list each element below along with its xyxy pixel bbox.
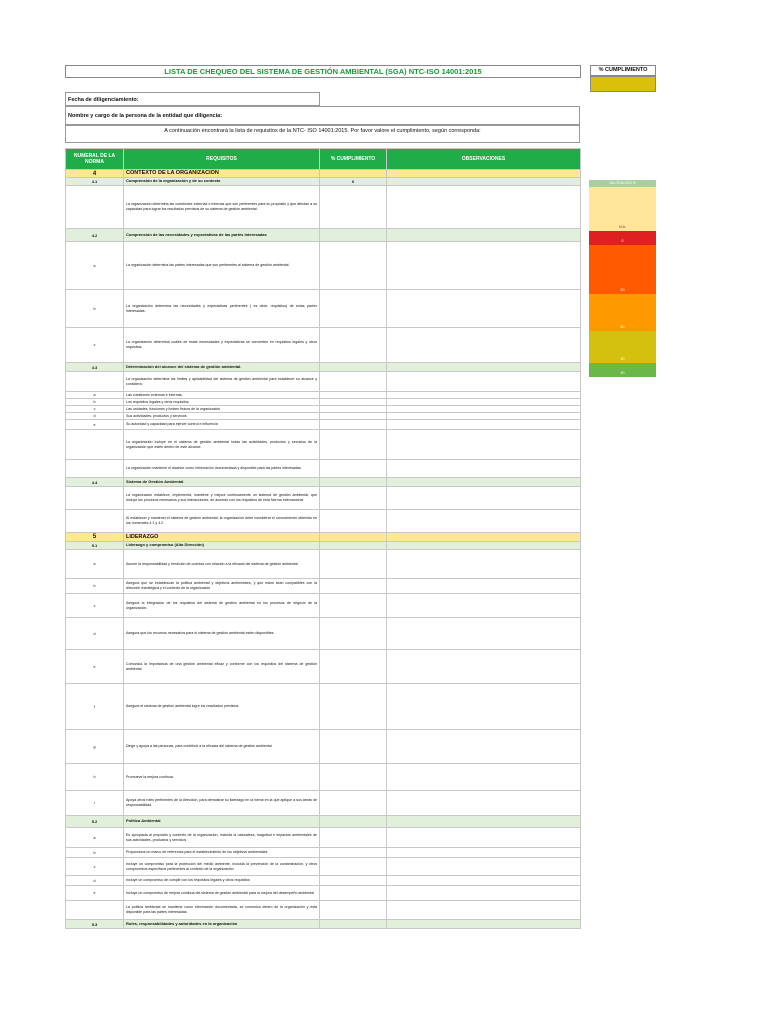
requisito-cell: Promueve la mejora continua. — [124, 764, 320, 791]
col-observaciones: OBSERVACIONES — [387, 149, 581, 170]
observaciones-cell[interactable] — [387, 764, 581, 791]
requisito-cell: La organización determina las necesidades y expectativas pertinentes ( es decir, requisitos) de estas partes interesadas. — [124, 290, 320, 328]
observaciones-cell[interactable] — [387, 242, 581, 290]
numeral-cell: 5.2 — [66, 816, 124, 828]
table-row — [66, 372, 581, 392]
numeral-cell: b — [66, 399, 124, 406]
requisito-cell: La organización establece, implementa, mantiene y mejora continuamente un sistema de gestión ambiental, que incluye los procesos necesarios y sus interacciones, de acuerdo con los requisitos de esta Norma Internacional. — [124, 487, 320, 510]
persona-label: Nombre y cargo de la persona de la entidad que diligencia: — [65, 106, 580, 125]
subsection-row — [66, 178, 581, 186]
requisito-cell: Comprensión de la organización y de su contexto — [124, 178, 320, 186]
table-row — [66, 328, 581, 363]
numeral-cell: 4.4 — [66, 478, 124, 487]
table-row — [66, 460, 581, 478]
requirements-table — [65, 148, 581, 929]
cumplimiento-cell[interactable] — [320, 858, 387, 876]
legend-header: VALORACIÓN % — [589, 180, 656, 187]
numeral-cell: b — [66, 848, 124, 858]
requisito-cell: LIDERAZGO — [124, 533, 320, 542]
table-row — [66, 392, 581, 399]
table-row — [66, 886, 581, 901]
table-row — [66, 858, 581, 876]
table-row — [66, 550, 581, 579]
observaciones-cell[interactable] — [387, 550, 581, 579]
pct-cumplimiento-header: % CUMPLIMIENTO — [590, 65, 656, 76]
observaciones-cell[interactable] — [387, 328, 581, 363]
numeral-cell — [66, 460, 124, 478]
requisito-cell: Al establecer y mantener el sistema de gestión ambiental, la organización debe considerar el conocimiento obtenido en los numerales 4.1 y 4.2 — [124, 510, 320, 533]
numeral-cell: e — [66, 886, 124, 901]
col-requisitos: REQUISITOS — [124, 149, 320, 170]
legend-swatch: 0 — [589, 231, 656, 245]
observaciones-cell[interactable] — [387, 178, 581, 186]
table-row — [66, 684, 581, 730]
cumplimiento-cell[interactable]: 0 — [320, 178, 387, 186]
numeral-cell: 5.3 — [66, 920, 124, 929]
cumplimiento-cell[interactable] — [320, 828, 387, 848]
observaciones-cell[interactable] — [387, 618, 581, 650]
numeral-cell: 4.1 — [66, 178, 124, 186]
requisito-cell: Sus actividades, productos y servicios — [124, 413, 320, 420]
legend-swatch: 90 — [589, 331, 656, 363]
observaciones-cell[interactable] — [387, 920, 581, 929]
cumplimiento-cell[interactable] — [320, 229, 387, 242]
requisito-cell: La política ambiental se mantiene como información documentada, se comunica dentro de la organización y está disponible para las partes interesadas. — [124, 901, 320, 920]
observaciones-cell[interactable] — [387, 372, 581, 392]
numeral-cell: b — [66, 579, 124, 594]
observaciones-cell[interactable] — [387, 730, 581, 764]
requisito-cell: CONTEXTO DE LA ORGANIZACIÓN — [124, 170, 320, 178]
cumplimiento-cell[interactable] — [320, 730, 387, 764]
observaciones-cell[interactable] — [387, 430, 581, 460]
table-row — [66, 413, 581, 420]
cumplimiento-cell[interactable] — [320, 542, 387, 550]
numeral-cell: c — [66, 858, 124, 876]
intro-text: A continuación encontrará la lista de requisitos de la NTC- ISO 14001:2015. Por favor valore el cumplimiento, según corresponda: — [65, 125, 580, 143]
cumplimiento-cell[interactable] — [320, 430, 387, 460]
requisito-cell: Roles, responsabilidades y autoridades en la organización — [124, 920, 320, 929]
cumplimiento-cell[interactable] — [320, 618, 387, 650]
cumplimiento-cell[interactable] — [320, 392, 387, 399]
table-row — [66, 594, 581, 618]
observaciones-cell[interactable] — [387, 487, 581, 510]
observaciones-cell[interactable] — [387, 290, 581, 328]
cumplimiento-cell[interactable] — [320, 186, 387, 229]
table-row — [66, 399, 581, 406]
observaciones-cell[interactable] — [387, 542, 581, 550]
table-row — [66, 828, 581, 848]
numeral-cell — [66, 510, 124, 533]
numeral-cell: f — [66, 684, 124, 730]
cumplimiento-cell[interactable] — [320, 650, 387, 684]
requisito-cell: Apoya otros roles pertinentes de la dirección, para demostrar su liderazgo en la forma en la que aplique a sus áreas de responsabilidad. — [124, 791, 320, 816]
cumplimiento-cell[interactable] — [320, 550, 387, 579]
table-row — [66, 901, 581, 920]
requisito-cell: Sistema de Gestión Ambiental — [124, 478, 320, 487]
requisito-cell: Asume la responsabilidad y rendición de cuentas con relación a la eficacia del sistema de gestión ambiental — [124, 550, 320, 579]
observaciones-cell[interactable] — [387, 392, 581, 399]
numeral-cell: a — [66, 392, 124, 399]
cumplimiento-cell[interactable] — [320, 901, 387, 920]
legend-swatch: 60 — [589, 294, 656, 331]
cumplimiento-cell[interactable] — [320, 420, 387, 430]
numeral-cell: e — [66, 420, 124, 430]
cumplimiento-cell[interactable] — [320, 478, 387, 487]
observaciones-cell[interactable] — [387, 533, 581, 542]
table-row — [66, 290, 581, 328]
table-row — [66, 406, 581, 413]
numeral-cell — [66, 430, 124, 460]
observaciones-cell[interactable] — [387, 684, 581, 730]
numeral-cell: g — [66, 730, 124, 764]
numeral-cell — [66, 186, 124, 229]
section-row — [66, 533, 581, 542]
requisito-cell: Las unidades, funciones y límites físicos de la organización — [124, 406, 320, 413]
legend-swatch: N.A. — [589, 187, 656, 231]
observaciones-cell[interactable] — [387, 413, 581, 420]
observaciones-cell[interactable] — [387, 594, 581, 618]
subsection-row — [66, 542, 581, 550]
cumplimiento-cell[interactable] — [320, 886, 387, 901]
observaciones-cell[interactable] — [387, 363, 581, 372]
requisito-cell: La organización determina las partes interesadas que son pertinentes al sistema de gestión ambiental. — [124, 242, 320, 290]
observaciones-cell[interactable] — [387, 650, 581, 684]
cumplimiento-cell[interactable] — [320, 684, 387, 730]
observaciones-cell[interactable] — [387, 886, 581, 901]
cumplimiento-cell[interactable] — [320, 328, 387, 363]
numeral-cell — [66, 487, 124, 510]
cumplimiento-cell[interactable] — [320, 876, 387, 886]
requisito-cell: Comunica la importancia de una gestión ambiental eficaz y conforme con los requisitos del sistema de gestión ambiental — [124, 650, 320, 684]
observaciones-cell[interactable] — [387, 876, 581, 886]
numeral-cell: 4.2 — [66, 229, 124, 242]
observaciones-cell[interactable] — [387, 858, 581, 876]
table-row — [66, 650, 581, 684]
numeral-cell — [66, 372, 124, 392]
table-row — [66, 186, 581, 229]
observaciones-cell[interactable] — [387, 816, 581, 828]
numeral-cell: 5 — [66, 533, 124, 542]
numeral-cell: e — [66, 650, 124, 684]
pct-cumplimiento-value-cell[interactable] — [590, 76, 656, 92]
numeral-cell — [66, 901, 124, 920]
numeral-cell: a — [66, 828, 124, 848]
cumplimiento-cell[interactable] — [320, 487, 387, 510]
cumplimiento-cell[interactable] — [320, 816, 387, 828]
numeral-cell: 4 — [66, 170, 124, 178]
cumplimiento-cell[interactable] — [320, 372, 387, 392]
requisito-cell: La organización incluye en el sistema de gestión ambiental todas las actividades, productos y servicios de la organización que estén dentro de este alcance. — [124, 430, 320, 460]
numeral-cell: c — [66, 594, 124, 618]
cumplimiento-cell[interactable] — [320, 510, 387, 533]
cumplimiento-cell[interactable] — [320, 406, 387, 413]
observaciones-cell[interactable] — [387, 579, 581, 594]
observaciones-cell[interactable] — [387, 510, 581, 533]
cumplimiento-cell[interactable] — [320, 460, 387, 478]
table-row — [66, 848, 581, 858]
requisito-cell: La organización mantiene el alcance como información documentada y disponible para las partes interesadas. — [124, 460, 320, 478]
table-row — [66, 430, 581, 460]
requisito-cell: Asegura que los recursos necesarios para el sistema de gestión ambiental estén disponibles. — [124, 618, 320, 650]
requisito-cell: Su autoridad y capacidad para ejercer control e influencia — [124, 420, 320, 430]
numeral-cell: 5.1 — [66, 542, 124, 550]
requisito-cell: Incluye un compromiso para la protección del medio ambiente, incluida la prevención de la contaminación, y otros compromisos específicos pertinentes al contexto de la organización — [124, 858, 320, 876]
col-numeral: NUMERAL DE LA NORMA — [66, 149, 124, 170]
col-cumplimiento: % CUMPLIMIENTO — [320, 149, 387, 170]
requisito-cell: Liderazgo y compromiso (Alta Dirección) — [124, 542, 320, 550]
table-row — [66, 618, 581, 650]
cumplimiento-cell[interactable] — [320, 920, 387, 929]
subsection-row — [66, 920, 581, 929]
observaciones-cell[interactable] — [387, 791, 581, 816]
numeral-cell: i — [66, 791, 124, 816]
requisito-cell: La organización determina los límites y aplicabilidad del sistema de gestión ambiental para establecer su alcance y considera: — [124, 372, 320, 392]
observaciones-cell[interactable] — [387, 478, 581, 487]
requisito-cell: Incluye un compromiso de mejora continua del sistema de gestión ambiental para la mejora del desempeño ambiental — [124, 886, 320, 901]
subsection-row — [66, 229, 581, 242]
observaciones-cell[interactable] — [387, 828, 581, 848]
numeral-cell: b — [66, 290, 124, 328]
table-row — [66, 876, 581, 886]
numeral-cell: 4.3 — [66, 363, 124, 372]
cumplimiento-cell[interactable] — [320, 791, 387, 816]
requisito-cell: La organización determina las cuestiones externas e internas que son pertinentes para su propósito y que afectan a su capacidad para lograr los resultados previstos de su sistema de gestión ambiental. — [124, 186, 320, 229]
requisito-cell: Incluye un compromiso de cumplir con los requisitos legales y otros requisitos — [124, 876, 320, 886]
subsection-row — [66, 478, 581, 487]
requisito-cell: Determinación del alcance del sistema de gestión ambiental. — [124, 363, 320, 372]
cumplimiento-cell[interactable] — [320, 170, 387, 178]
table-row — [66, 791, 581, 816]
fecha-label: Fecha de diligenciamiento: — [65, 92, 320, 106]
observaciones-cell[interactable] — [387, 901, 581, 920]
table-header-row — [66, 149, 581, 170]
cumplimiento-cell[interactable] — [320, 764, 387, 791]
numeral-cell: c — [66, 328, 124, 363]
table-row — [66, 420, 581, 430]
legend-swatch: 90 — [589, 363, 656, 377]
observaciones-cell[interactable] — [387, 848, 581, 858]
numeral-cell: d — [66, 876, 124, 886]
table-row — [66, 730, 581, 764]
cumplimiento-cell[interactable] — [320, 290, 387, 328]
cumplimiento-cell[interactable] — [320, 533, 387, 542]
observaciones-cell[interactable] — [387, 399, 581, 406]
requisito-cell: Asegura el sistema de gestión ambiental logre los resultados previstos. — [124, 684, 320, 730]
numeral-cell: a — [66, 550, 124, 579]
requisito-cell: Comprensión de las necesidades y expectativas de las partes interesadas — [124, 229, 320, 242]
requisito-cell: Proporciona un marco de referencia para el establecimiento de los objetivos ambientales — [124, 848, 320, 858]
cumplimiento-cell[interactable] — [320, 399, 387, 406]
observaciones-cell[interactable] — [387, 170, 581, 178]
requisito-cell: La organización determina cuáles de estas necesidades y expectativas se convierten en requisitos legales y otros requisitos. — [124, 328, 320, 363]
page-title: LISTA DE CHEQUEO DEL SISTEMA DE GESTIÓN AMBIENTAL (SGA) NTC-ISO 14001:2015 — [65, 65, 581, 78]
observaciones-cell[interactable] — [387, 406, 581, 413]
requisito-cell: Dirige y apoya a las personas, para contribuir a la eficacia del sistema de gestión ambiental — [124, 730, 320, 764]
requisito-cell: Las cuestiones externas e internas; — [124, 392, 320, 399]
cumplimiento-cell[interactable] — [320, 413, 387, 420]
requisito-cell: Política Ambiental — [124, 816, 320, 828]
numeral-cell: a — [66, 242, 124, 290]
legend-swatch: 30 — [589, 245, 656, 294]
requisito-cell: Asegura que se establezcan la política ambiental y objetivos ambientales, y que estos sean compatibles con la dirección estratégica y el contexto de la organización — [124, 579, 320, 594]
observaciones-cell[interactable] — [387, 420, 581, 430]
cumplimiento-cell[interactable] — [320, 579, 387, 594]
requisito-cell: Asegura la integración de los requisitos del sistema de gestión ambiental en los procesos de negocio de la organización. — [124, 594, 320, 618]
numeral-cell: d — [66, 413, 124, 420]
table-row — [66, 242, 581, 290]
numeral-cell: h — [66, 764, 124, 791]
observaciones-cell[interactable] — [387, 460, 581, 478]
table-row — [66, 579, 581, 594]
subsection-row — [66, 363, 581, 372]
numeral-cell: c — [66, 406, 124, 413]
requisito-cell: Los requisitos legales y otros requisitos — [124, 399, 320, 406]
table-row — [66, 510, 581, 533]
cumplimiento-cell[interactable] — [320, 848, 387, 858]
observaciones-cell[interactable] — [387, 229, 581, 242]
cumplimiento-cell[interactable] — [320, 363, 387, 372]
table-row — [66, 487, 581, 510]
cumplimiento-cell[interactable] — [320, 594, 387, 618]
observaciones-cell[interactable] — [387, 186, 581, 229]
section-row — [66, 170, 581, 178]
requisito-cell: Es apropiada al propósito y contexto de la organización, incluida la naturaleza, magnitud e impactos ambientales de sus actividades, productos y servicios — [124, 828, 320, 848]
cumplimiento-cell[interactable] — [320, 242, 387, 290]
numeral-cell: d — [66, 618, 124, 650]
table-row — [66, 764, 581, 791]
subsection-row — [66, 816, 581, 828]
